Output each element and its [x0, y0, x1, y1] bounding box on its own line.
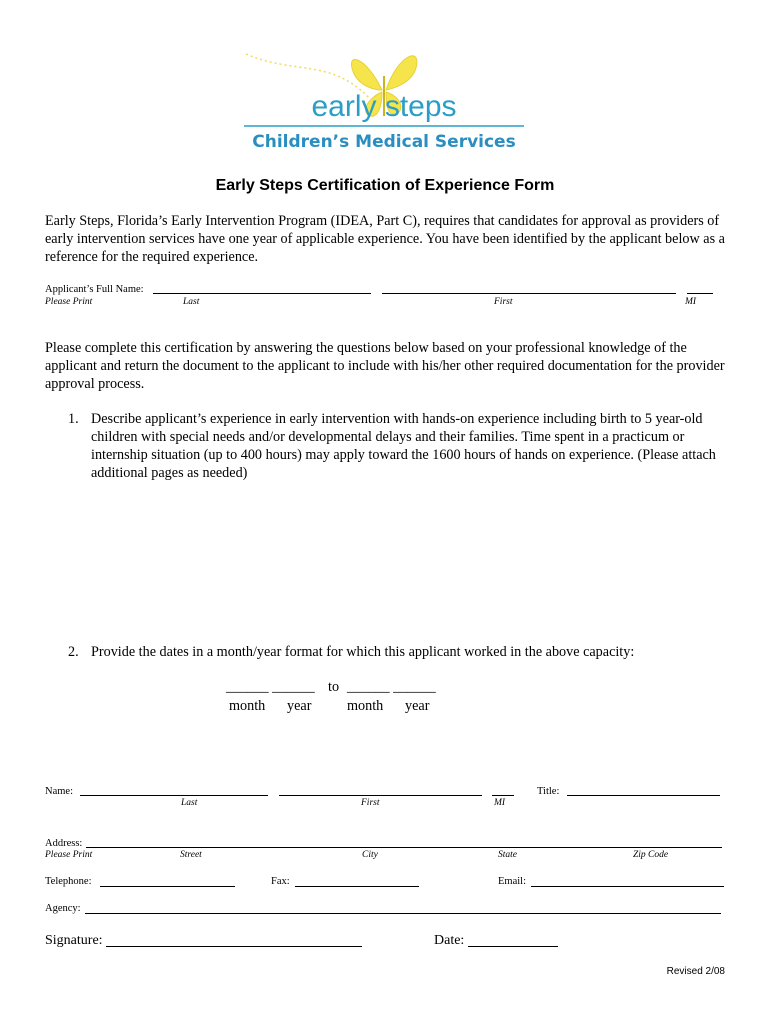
signature-field[interactable] [106, 946, 362, 947]
ref-street-caption: Street [180, 850, 202, 860]
ref-telephone-field[interactable] [100, 886, 235, 887]
applicant-last-field[interactable] [153, 293, 371, 294]
signature-label: Signature: [45, 933, 103, 948]
date-field[interactable] [468, 946, 558, 947]
ref-please-print: Please Print [45, 850, 93, 860]
ref-title-label: Title: [537, 786, 560, 797]
ref-first-field[interactable] [279, 795, 482, 796]
revised-note: Revised 2/08 [666, 966, 725, 977]
ref-city-caption: City [362, 850, 378, 860]
dates-month-1: month [229, 698, 266, 714]
applicant-mi-caption: MI [685, 297, 697, 307]
intro-paragraph: Early Steps, Florida’s Early Intervention Program (IDEA, Part C), requires that candidates for approval as providers of early intervention services have one year of applicable experience. You have been identified by the applicant below as a reference for the required experience. [45, 213, 725, 265]
ref-agency-label: Agency: [45, 903, 81, 914]
question-1-number: 1. [68, 411, 79, 427]
early-steps-logo [236, 46, 532, 158]
question-1-text: Describe applicant’s experience in early intervention with hands-on experience including birth to 5 year-old children with special needs and/or developmental delays and their families. Time spent in a practicum or internship situation (up to 400 hours) may apply toward the 1600 hours of hands on experience. (Please attach additional pages as needed) [91, 411, 716, 481]
dates-start-blank[interactable]: ______ ______ [226, 679, 315, 695]
ref-email-label: Email: [498, 876, 526, 887]
ref-fax-field[interactable] [295, 886, 419, 887]
applicant-mi-field[interactable] [687, 293, 713, 294]
ref-email-field[interactable] [531, 886, 724, 887]
applicant-first-caption: First [494, 297, 513, 307]
dates-to: to [328, 679, 340, 695]
ref-title-field[interactable] [567, 795, 720, 796]
ref-fax-label: Fax: [271, 876, 290, 887]
date-label: Date: [434, 933, 465, 948]
ref-name-label: Name: [45, 786, 73, 797]
applicant-please-print: Please Print [45, 297, 93, 307]
subbrand-text: Children’s Medical Services [252, 132, 516, 152]
applicant-first-field[interactable] [382, 293, 676, 294]
ref-agency-field[interactable] [85, 913, 721, 914]
question-2-number: 2. [68, 644, 79, 660]
ref-mi-field[interactable] [492, 795, 514, 796]
logo-graphic [236, 46, 532, 158]
ref-state-caption: State [498, 850, 517, 860]
ref-first-caption: First [361, 798, 380, 808]
ref-zip-caption: Zip Code [633, 850, 669, 860]
page-title: Early Steps Certification of Experience Form [215, 177, 555, 194]
ref-mi-caption: MI [494, 798, 506, 808]
ref-last-caption: Last [181, 798, 198, 808]
question-1-answer-area[interactable] [91, 488, 721, 628]
ref-telephone-label: Telephone: [45, 876, 92, 887]
dates-year-2: year [405, 698, 430, 714]
dates-month-2: month [347, 698, 384, 714]
ref-last-field[interactable] [80, 795, 268, 796]
instructions-paragraph: Please complete this certification by answering the questions below based on your professional knowledge of the applicant and return the document to the applicant to include with his/her other required documentation for the provider approval process. [45, 340, 725, 392]
dates-year-1: year [287, 698, 312, 714]
dates-end-blank[interactable]: ______ ______ [347, 679, 436, 695]
applicant-last-caption: Last [183, 297, 200, 307]
applicant-name-label: Applicant’s Full Name: [45, 284, 144, 295]
ref-address-label: Address: [45, 838, 83, 849]
ref-address-field[interactable] [86, 847, 722, 848]
question-2-text: Provide the dates in a month/year format for which this applicant worked in the above capacity: [91, 644, 635, 660]
brand-text: early steps [311, 90, 457, 123]
